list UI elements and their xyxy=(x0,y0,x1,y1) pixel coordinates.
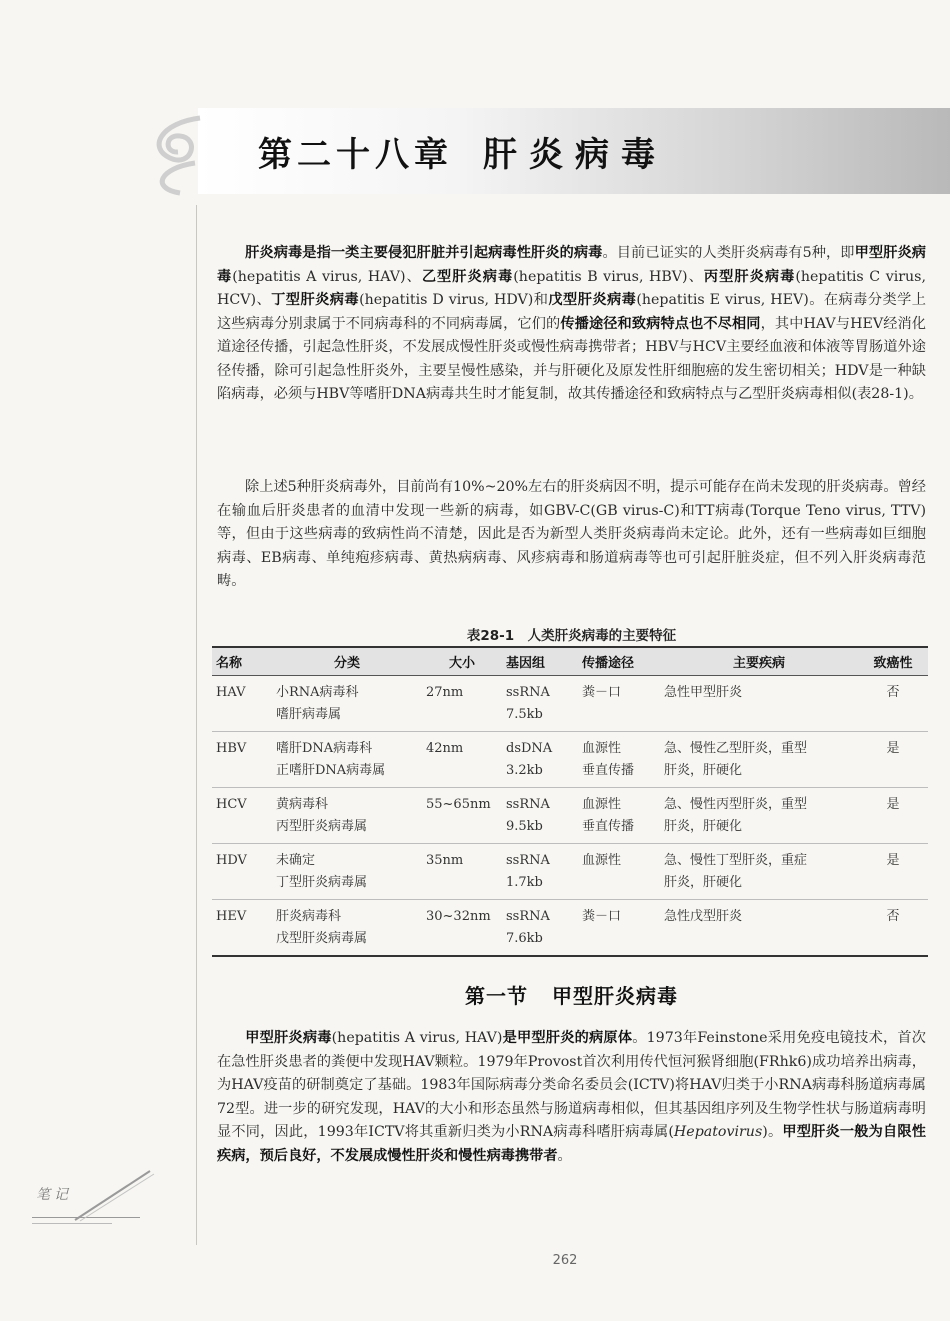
page-number: 262 xyxy=(552,1253,578,1268)
cell-disease-line: 急、慢性乙型肝炎，重型 xyxy=(664,741,808,756)
cell-oncogenic-line: 否 xyxy=(886,909,900,924)
cell-class xyxy=(272,900,422,957)
cell-class-line: 肝炎病毒科 xyxy=(276,909,342,924)
cell-name-line: HAV xyxy=(216,685,246,700)
header-disease: 主要疾病 xyxy=(660,647,858,676)
cell-route xyxy=(578,732,660,788)
chapter-number: 第二十八章 xyxy=(258,135,453,175)
bold-text: 甲型肝炎病毒 xyxy=(217,245,926,285)
cell-genome-line: 7.6kb xyxy=(506,931,543,946)
bold-text: 传播途径和致病特点也不尽相同 xyxy=(560,315,761,332)
table-row xyxy=(212,732,928,788)
cell-route-line: 血源性 xyxy=(582,741,622,756)
cell-name-line: HDV xyxy=(216,853,247,868)
cell-disease-line: 肝炎，肝硬化 xyxy=(664,763,743,778)
cell-genome-line: ssRNA xyxy=(506,853,550,868)
bold-text: 是甲型肝炎的病原体 xyxy=(502,1030,633,1046)
section-paragraph-1-text xyxy=(217,1030,926,1164)
cell-oncogenic xyxy=(858,788,928,844)
margin-rule xyxy=(196,205,197,1245)
cell-class xyxy=(272,732,422,788)
cell-class-line: 正嗜肝DNA病毒属 xyxy=(276,763,386,778)
cell-disease xyxy=(660,788,858,844)
cell-size-line: 55~65nm xyxy=(426,797,491,812)
bold-text: 丙型肝炎病毒 xyxy=(703,268,796,285)
pencil-icon xyxy=(70,1168,155,1223)
cell-name-line: HBV xyxy=(216,741,247,756)
table-header-row xyxy=(212,647,928,676)
text-run: 。目前已证实的人类肝炎病毒有5种，即 xyxy=(602,245,855,261)
cell-class xyxy=(272,676,422,732)
cell-class-line: 嗜肝DNA病毒科 xyxy=(276,741,373,756)
cell-genome xyxy=(502,676,578,732)
bold-text: 肝炎病毒是指一类主要侵犯肝脏并引起病毒性肝炎的病毒 xyxy=(245,245,603,261)
cell-name xyxy=(212,900,272,957)
table-caption: 表28-1 人类肝炎病毒的主要特征 xyxy=(466,628,677,644)
cell-disease-line: 急、慢性丁型肝炎，重症 xyxy=(664,853,808,868)
cell-disease xyxy=(660,676,858,732)
cell-oncogenic xyxy=(858,844,928,900)
notes-label: 笔记 xyxy=(36,1187,72,1203)
cell-genome-line: 7.5kb xyxy=(506,707,543,722)
cell-name xyxy=(212,788,272,844)
header-name: 名称 xyxy=(212,647,272,676)
table-row xyxy=(212,900,928,957)
cell-genome-line: dsDNA xyxy=(506,741,553,756)
text-run: (hepatitis D virus, HDV)和 xyxy=(359,292,549,308)
cell-route-line: 血源性 xyxy=(582,797,622,812)
cell-genome-line: 1.7kb xyxy=(506,875,543,890)
cell-size xyxy=(422,844,502,900)
cell-disease-line: 肝炎，肝硬化 xyxy=(664,875,743,890)
table-row xyxy=(212,676,928,732)
cell-disease xyxy=(660,844,858,900)
cell-route-line: 粪－口 xyxy=(582,685,622,700)
header-size: 大小 xyxy=(422,647,502,676)
text-run: (hepatitis E virus, HEV)。在病毒分类学上这些病毒分别隶属于不同病毒科的不同病毒属，它们的 xyxy=(217,292,926,332)
header-genome: 基因组 xyxy=(502,647,578,676)
cell-oncogenic xyxy=(858,900,928,957)
cell-disease-line: 急性甲型肝炎 xyxy=(664,685,743,700)
cell-oncogenic xyxy=(858,676,928,732)
cell-genome-line: ssRNA xyxy=(506,685,550,700)
notes-line-short xyxy=(32,1223,112,1224)
bold-text: 乙型肝炎病毒 xyxy=(421,268,514,285)
text-run: (hepatitis B virus, HBV)、 xyxy=(513,268,704,285)
cell-class-line: 未确定 xyxy=(276,853,316,868)
cell-disease-line: 肝炎，肝硬化 xyxy=(664,819,743,834)
cell-name xyxy=(212,676,272,732)
chapter-name: 肝炎病毒 xyxy=(483,135,667,175)
cell-route-line: 粪－口 xyxy=(582,909,622,924)
cell-oncogenic xyxy=(858,732,928,788)
cell-route xyxy=(578,788,660,844)
intro-paragraph-2-text: 除上述5种肝炎病毒外，目前尚有10%~20%左右的肝炎病因不明，提示可能存在尚未发现的肝炎病毒。曾经在输血后肝炎患者的血清中发现一些新的病毒，如GBV-C(GB virus-C)和TT病毒(Torque Teno virus, TTV)等，但由于这些病毒的致病性尚不清楚，因此是否为新型人类肝炎病毒尚未定论。此外，还有一些病毒如巨细胞病毒、EB病毒、单纯疱疹病毒、黄热病病毒、风疹病毒和肠道病毒等也可引起肝脏炎症，但不列入肝炎病毒范畴。 xyxy=(217,479,926,589)
table-row xyxy=(212,788,928,844)
cell-size xyxy=(422,900,502,957)
spiral-decoration-icon xyxy=(140,108,210,198)
header-route: 传播途径 xyxy=(578,647,660,676)
cell-class-line: 嗜肝病毒属 xyxy=(276,707,342,722)
cell-route-line: 垂直传播 xyxy=(582,763,635,778)
cell-size-line: 27nm xyxy=(426,685,464,700)
cell-route-line: 垂直传播 xyxy=(582,819,635,834)
text-run: 。 xyxy=(557,1147,572,1164)
cell-name-line: HEV xyxy=(216,909,247,924)
cell-class xyxy=(272,788,422,844)
chapter-title xyxy=(258,127,667,176)
notes-margin xyxy=(30,1180,160,1240)
cell-size-line: 30~32nm xyxy=(426,909,491,924)
cell-oncogenic-line: 是 xyxy=(886,853,900,868)
cell-disease-line: 急性戊型肝炎 xyxy=(664,909,743,924)
text-run: (hepatitis A virus, HAV) xyxy=(331,1030,503,1046)
cell-oncogenic-line: 否 xyxy=(886,685,900,700)
cell-size xyxy=(422,732,502,788)
section-name: 甲型肝炎病毒 xyxy=(552,984,678,1008)
bold-text: 戊型肝炎病毒 xyxy=(548,292,637,308)
cell-disease-line: 急、慢性丙型肝炎，重型 xyxy=(664,797,808,812)
table-row xyxy=(212,844,928,900)
cell-class-line: 丁型肝炎病毒属 xyxy=(276,875,368,890)
cell-name xyxy=(212,732,272,788)
text-run: ，其中HAV与HEV经消化道途径传播，引起急性肝炎，不发展成慢性肝炎或慢性病毒携带者；HBV与HCV主要经血液和体液等胃肠道外途径传播，除可引起急性肝炎外，主要呈慢性感染，并与肝硬化及原发性肝细胞癌的发生密切相关；HDV是一种缺陷病毒，必须与HBV等嗜肝DNA病毒共生时才能复制，故其传播途径和致病特点与乙型肝炎病毒相似(表28-1)。 xyxy=(217,315,926,402)
text-run: 。1973年Feinstone采用免疫电镜技术，首次在急性肝炎患者的粪便中发现HAV颗粒。1979年Provost首次利用传代恒河猴肾细胞(FRhk6)成功培养出病毒，为HAV疫苗的研制奠定了基础。1983年国际病毒分类命名委员会(ICTV)将HAV归类于小RNA病毒科肠道病毒属72型。进一步的研究发现，HAV的大小和形态虽然与肠道病毒相似，但其基因组序列及生物学性状与肠道病毒明显不同，因此，1993年ICTV将其重新归类为小RNA病毒科嗜肝病毒属( xyxy=(217,1030,926,1140)
intro-paragraph-1 xyxy=(217,242,926,407)
cell-class-line: 黄病毒科 xyxy=(276,797,329,812)
cell-route xyxy=(578,676,660,732)
text-run: (hepatitis C virus, HCV)、 xyxy=(217,268,926,308)
section-paragraph-1 xyxy=(217,1027,926,1168)
cell-genome xyxy=(502,788,578,844)
cell-size-line: 35nm xyxy=(426,853,464,868)
cell-genome-line: ssRNA xyxy=(506,909,550,924)
cell-disease xyxy=(660,900,858,957)
cell-name-line: HCV xyxy=(216,797,247,812)
cell-class-line: 丙型肝炎病毒属 xyxy=(276,819,368,834)
cell-route xyxy=(578,900,660,957)
cell-size xyxy=(422,788,502,844)
cell-disease xyxy=(660,732,858,788)
cell-route-line: 血源性 xyxy=(582,853,622,868)
section-title xyxy=(217,980,926,1009)
cell-class-line: 小RNA病毒科 xyxy=(276,685,359,700)
text-run: (hepatitis A virus, HAV)、 xyxy=(232,268,422,285)
cell-oncogenic-line: 是 xyxy=(886,797,900,812)
section-number: 第一节 xyxy=(465,984,528,1008)
italic-text: Hepatovirus xyxy=(673,1124,763,1140)
cell-genome-line: ssRNA xyxy=(506,797,550,812)
cell-genome xyxy=(502,900,578,957)
cell-route xyxy=(578,844,660,900)
header-class: 分类 xyxy=(272,647,422,676)
cell-genome xyxy=(502,732,578,788)
cell-name xyxy=(212,844,272,900)
intro-paragraph-1-text xyxy=(217,245,926,402)
cell-genome xyxy=(502,844,578,900)
cell-genome-line: 9.5kb xyxy=(506,819,543,834)
bold-text: 丁型肝炎病毒 xyxy=(271,292,360,308)
text-run: )。 xyxy=(762,1124,783,1140)
cell-class xyxy=(272,844,422,900)
cell-size-line: 42nm xyxy=(426,741,464,756)
hepatitis-virus-table xyxy=(212,646,928,957)
bold-text: 甲型肝炎病毒 xyxy=(245,1030,332,1046)
cell-genome-line: 3.2kb xyxy=(506,763,543,778)
cell-class-line: 戊型肝炎病毒属 xyxy=(276,931,368,946)
bold-text: 甲型肝炎一般为自限性疾病，预后良好，不发展成慢性肝炎和慢性病毒携带者 xyxy=(217,1124,926,1164)
cell-size xyxy=(422,676,502,732)
cell-oncogenic-line: 是 xyxy=(886,741,900,756)
header-oncogenic: 致癌性 xyxy=(858,647,928,676)
intro-paragraph-2 xyxy=(217,476,926,594)
